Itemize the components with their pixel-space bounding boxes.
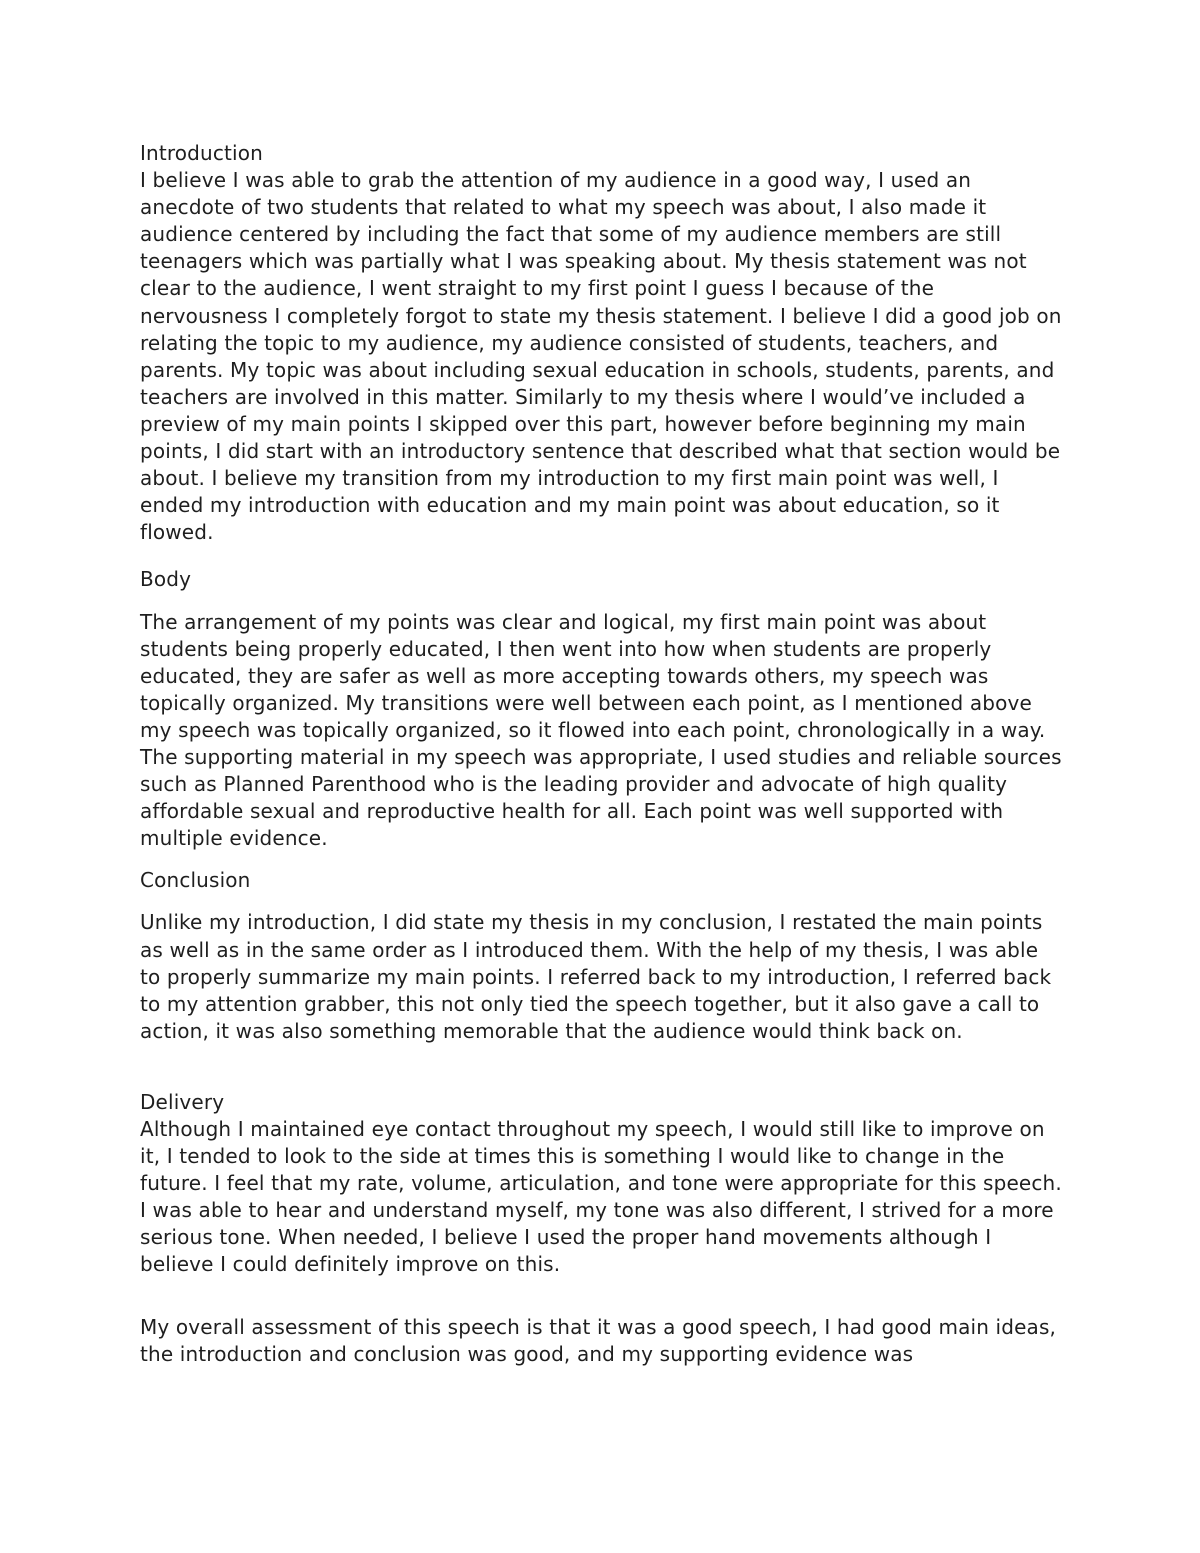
delivery-paragraph: Although I maintained eye contact throughout my speech, I would still like to improve on it, I tended to look to the side at times this is something I would like to change in the future. I feel that my rate, volume, articulation, and tone were appropriate for this speech. I was able to hear and understand myself, my tone was also different, I strived for a more serious tone. When needed, I believe I used the proper hand movements although I believe I could definitely improve on this.: [140, 1117, 1062, 1277]
body-heading: Body: [140, 567, 192, 592]
document-content: [140, 140, 1065, 1368]
conclusion-heading: Conclusion: [140, 868, 251, 893]
introduction-paragraph: I believe I was able to grab the attention of my audience in a good way, I used an anecdote of two students that related to what my speech was about, I also made it audience centered by including the fact that some of my audience members are still teenagers which was partially what I was speaking about. My thesis statement was not clear to the audience, I went straight to my first point I guess I because of the nervousness I completely forgot to state my thesis statement. I believe I did a good job on relating the topic to my audience, my audience consisted of students, teachers, and parents. My topic was about including sexual education in schools, students, parents, and teachers are involved in this matter. Similarly to my thesis where I would’ve included a preview of my main points I skipped over this part, however before beginning my main points, I did start with an introductory sentence that described what that section would be about. I believe my transition from my introduction to my first main point was well, I ended my introduction with education and my main point was about education, so it flowed.: [140, 168, 1062, 545]
introduction-heading: Introduction: [140, 141, 263, 165]
conclusion-paragraph: Unlike my introduction, I did state my thesis in my conclusion, I restated the main points as well as in the same order as I introduced them. With the help of my thesis, I was able to properly summarize my main points. I referred back to my introduction, I referred back to my attention grabber, this not only tied the speech together, but it also gave a call to action, it was also something memorable that the audience would think back on.: [140, 910, 1052, 1043]
overall-assessment-paragraph: My overall assessment of this speech is that it was a good speech, I had good main ideas, the introduction and conclusion was good, and my supporting evidence was: [140, 1314, 1057, 1366]
body-paragraph: The arrangement of my points was clear and logical, my first main point was about students being properly educated, I then went into how when students are properly educated, they are safer as well as more accepting towards others, my speech was topically organized. My transitions were well between each point, as I mentioned above my speech was topically organized, so it flowed into each point, chronologically in a way. The supporting material in my speech was appropriate, I used studies and reliable sources such as Planned Parenthood who is the leading provider and advocate of high quality affordable sexual and reproductive health for all. Each point was well supported with multiple evidence.: [140, 609, 1062, 851]
delivery-heading: Delivery: [140, 1089, 225, 1114]
